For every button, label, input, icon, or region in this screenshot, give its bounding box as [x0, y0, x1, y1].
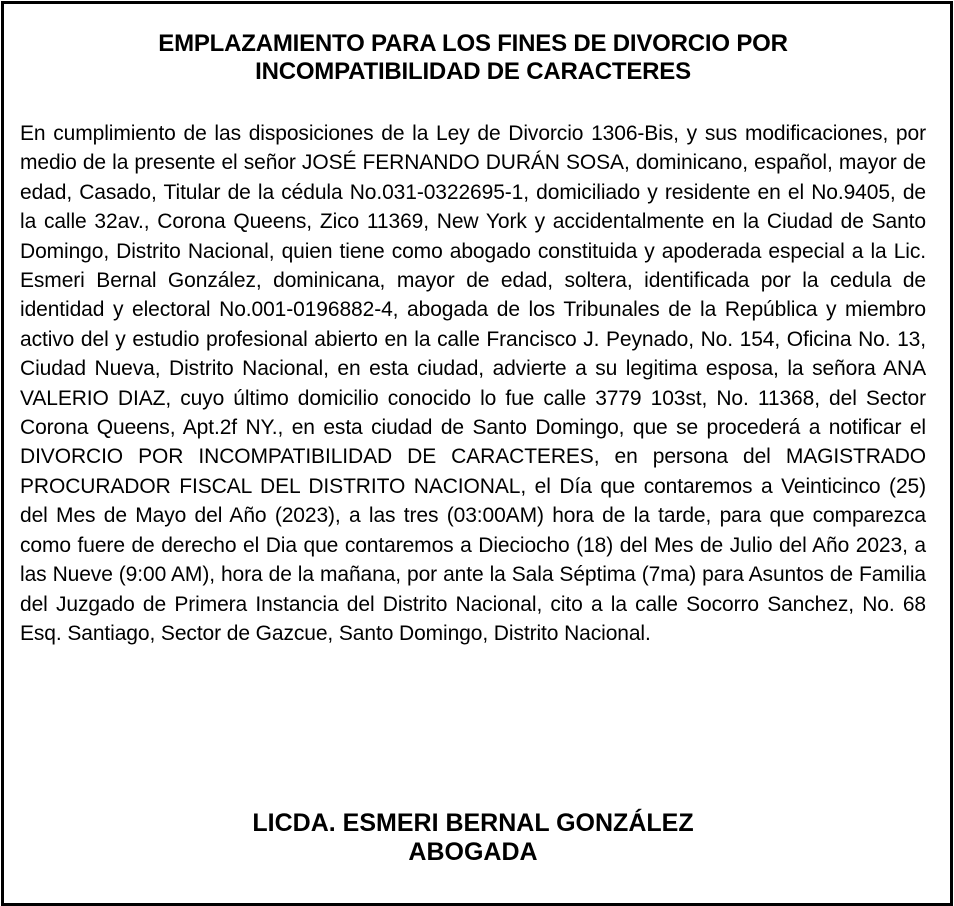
title-line-1: EMPLAZAMIENTO PARA LOS FINES DE DIVORCIO POR [158, 30, 788, 57]
notice-title [40, 30, 906, 86]
signature-block [40, 809, 906, 867]
title-line-2: INCOMPATIBILIDAD DE CARACTERES [255, 58, 691, 85]
signature-role: ABOGADA [408, 838, 538, 866]
signature-name: LICDA. ESMERI BERNAL GONZÁLEZ [252, 809, 694, 837]
notice-body: En cumplimiento de las disposiciones de la Ley de Divorcio 1306-Bis, y sus modificaciones, por medio de la presente el señor JOSÉ FERNANDO DURÁN SOSA, dominicano, español, mayor de edad, Casado, Titular de la cédula No.031-0322695-1, domiciliado y residente en el No.9405, de la calle 32av., Corona Queens, Zico 11369, New York y accidentalmente en la Ciudad de Santo Domingo, Distrito Nacional, quien tiene como abogado constituida y apoderada especial a la Lic. Esmeri Bernal González, dominicana, mayor de edad, soltera, identificada por la cedula de identidad y electoral No.001-0196882-4, abogada de los Tribunales de la República y miembro activo del y estudio profesional abierto en la calle Francisco J. Peynado, No. 154, Oficina No. 13, Ciudad Nueva, Distrito Nacional, en esta ciudad, advierte a su legitima esposa, la señora ANA VALERIO DIAZ, cuyo último domicilio conocido lo fue calle 3779 103st, No. 11368, del Sector Corona Queens, Apt.2f NY., en esta ciudad de Santo Domingo, que se procederá a notificar el DIVORCIO POR INCOMPATIBILIDAD DE CARACTERES, en persona del MAGISTRADO PROCURADOR FISCAL DEL DISTRITO NACIONAL, el Día que contaremos a Veinticinco (25) del Mes de Mayo del Año (2023), a las tres (03:00AM) hora de la tarde, para que comparezca como fuere de derecho el Dia que contaremos a Dieciocho (18) del Mes de Julio del Año 2023, a las Nueve (9:00 AM), hora de la mañana, por ante la Sala Séptima (7ma) para Asuntos de Familia del Juzgado de Primera Instancia del Distrito Nacional, cito a la calle Socorro Sanchez, No. 68 Esq. Santiago, Sector de Gazcue, Santo Domingo, Distrito Nacional. [20, 122, 926, 645]
